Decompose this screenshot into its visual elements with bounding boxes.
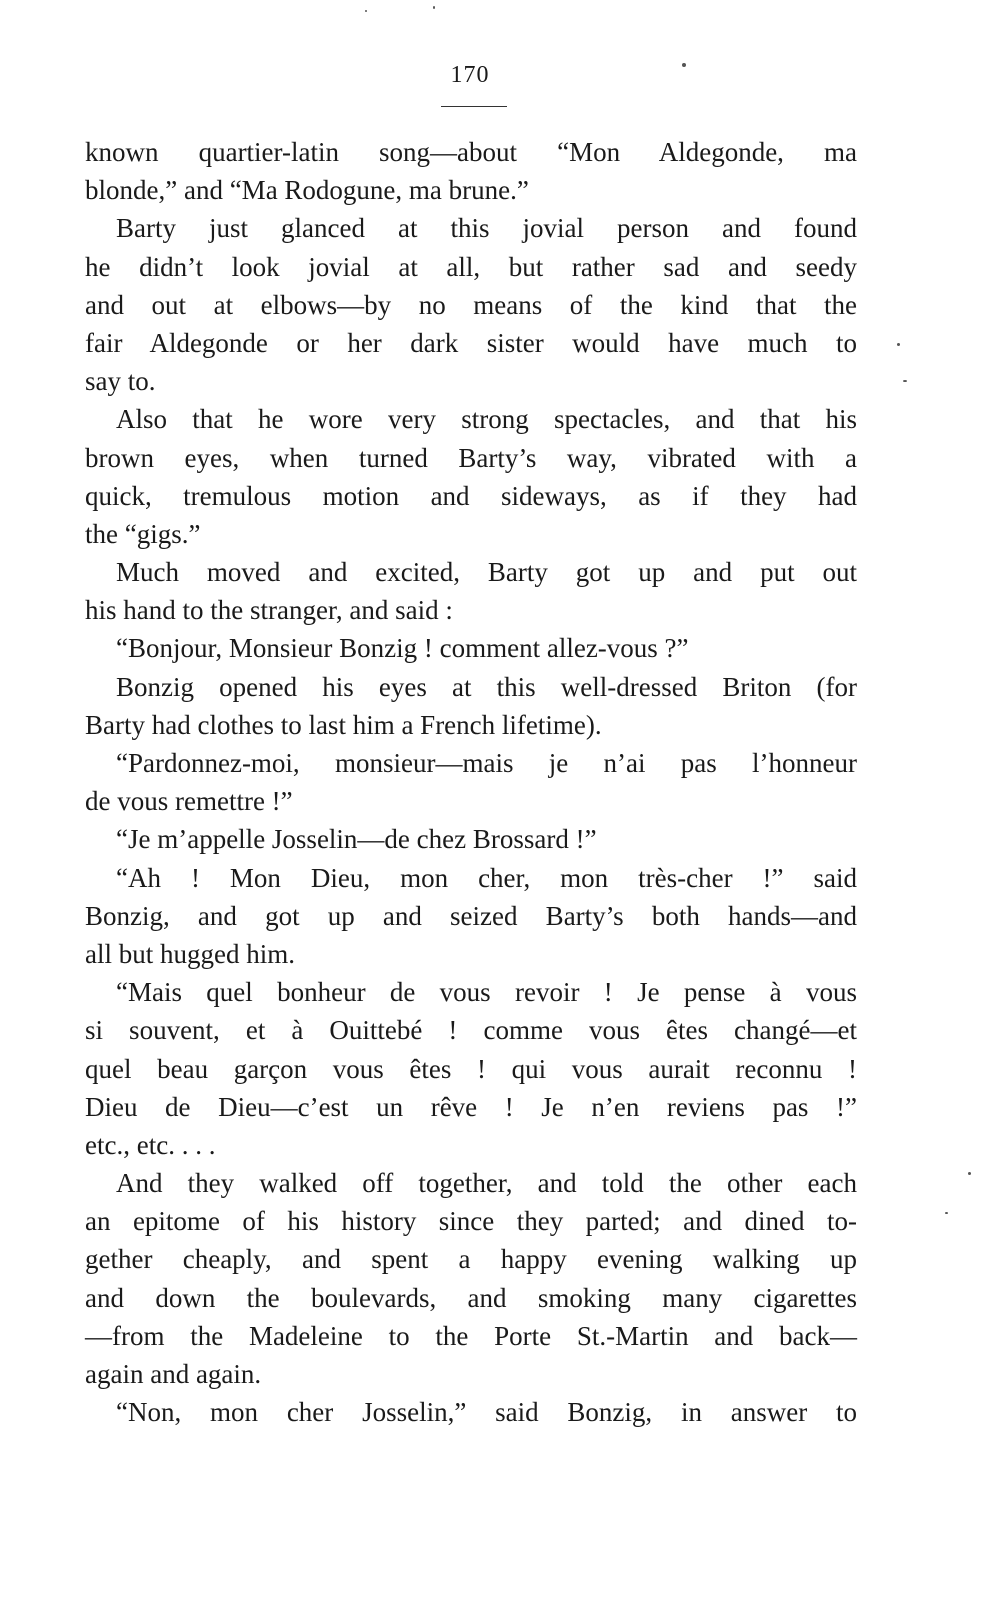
text-line: “Mais quel bonheur de vous revoir ! Je pense à vous	[116, 977, 857, 1008]
text-line: known quartier-latin song—about “Mon Aldegonde, ma	[85, 137, 857, 167]
text-line: si souvent, et à Ouittebé ! comme vous êtes changé—et	[85, 1015, 857, 1046]
text-line: “Bonjour, Monsieur Bonzig ! comment allez-vous ?”	[116, 633, 689, 664]
text-line: quick, tremulous motion and sideways, as if they had	[85, 480, 857, 511]
page-number: 170	[450, 62, 490, 88]
scan-speck	[897, 343, 900, 346]
text-line: quel beau garçon vous êtes ! qui vous aurait reconnu !	[85, 1053, 857, 1084]
text-line: Also that he wore very strong spectacles, and that his	[116, 404, 857, 435]
scan-speck	[903, 380, 907, 382]
text-line: the “gigs.”	[85, 518, 201, 549]
text-line: “Ah ! Mon Dieu, mon cher, mon très-cher !” said	[116, 862, 857, 893]
text-line: “Je m’appelle Josselin—de chez Brossard !”	[116, 824, 597, 855]
text-line: he didn’t look jovial at all, but rather sad and seedy	[85, 251, 857, 282]
body-text	[85, 133, 857, 1431]
text-line: an epitome of his history since they parted; and dined to-	[85, 1206, 857, 1237]
text-line: and down the boulevards, and smoking many cigarettes	[85, 1282, 857, 1313]
text-line: again and again.	[85, 1359, 262, 1389]
text-line: Barty had clothes to last him a French lifetime).	[85, 709, 602, 740]
text-line: blonde,” and “Ma Rodogune, ma brune.”	[85, 175, 529, 206]
text-line: brown eyes, when turned Barty’s way, vibrated with a	[85, 442, 857, 473]
text-line: Dieu de Dieu—c’est un rêve ! Je n’en reviens pas !”	[85, 1091, 857, 1122]
text-line: etc., etc. . . .	[85, 1129, 216, 1160]
scan-speck	[945, 1212, 948, 1214]
scan-speck	[682, 63, 686, 67]
text-line: —from the Madeleine to the Porte St.-Martin and back—	[85, 1320, 857, 1351]
text-line: and out at elbows—by no means of the kind that the	[85, 289, 857, 320]
scan-speck	[365, 10, 367, 12]
text-line: And they walked off together, and told the other each	[116, 1168, 857, 1199]
text-line: “Non, mon cher Josselin,” said Bonzig, in answer to	[116, 1397, 857, 1428]
text-line: Barty just glanced at this jovial person and found	[116, 213, 857, 244]
text-line: gether cheaply, and spent a happy evening walking up	[85, 1244, 857, 1275]
page-number-rule	[441, 106, 507, 107]
text-line: Bonzig opened his eyes at this well-dressed Briton (for	[116, 671, 857, 702]
text-line: Much moved and excited, Barty got up and put out	[116, 557, 857, 588]
text-line: fair Aldegonde or her dark sister would have much to	[85, 327, 857, 358]
text-line: de vous remettre !”	[85, 786, 293, 817]
text-line: his hand to the stranger, and said :	[85, 595, 453, 626]
text-line: all but hugged him.	[85, 938, 295, 969]
scan-speck	[968, 1172, 971, 1175]
text-line: Bonzig, and got up and seized Barty’s both hands—and	[85, 900, 857, 931]
text-line: say to.	[85, 366, 156, 397]
scan-speck	[433, 6, 435, 9]
text-line: “Pardonnez-moi, monsieur—mais je n’ai pas l’honneur	[116, 748, 857, 778]
